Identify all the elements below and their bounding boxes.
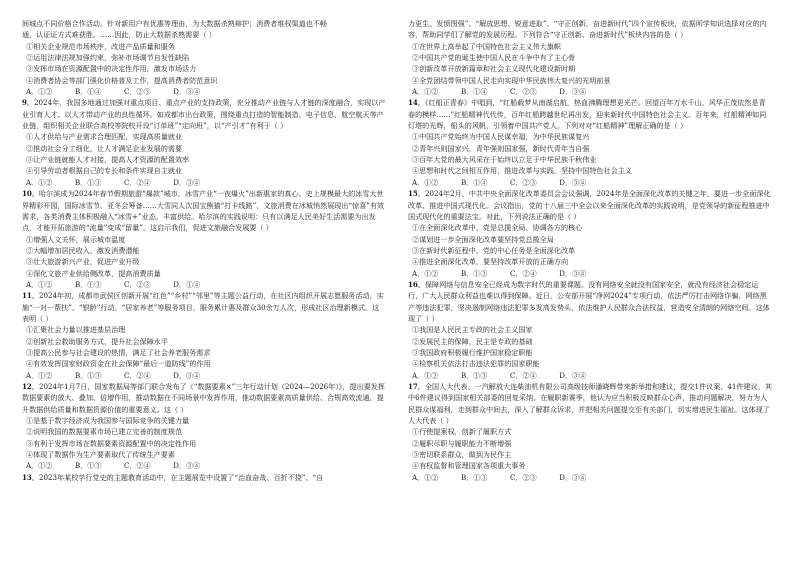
option: ②运用法律法规加强约束，弥补市场调节自发性缺陷 — [26, 53, 190, 63]
option: ③创新改革开放新篇章和社会主义现代化建设新时期 — [412, 64, 576, 74]
option: ①是基于数字经济成为我国参与国际竞争的关键力量 — [26, 416, 190, 426]
question-13-continuation — [408, 18, 772, 97]
question-text: 2023年某校学行党史的主题教育活动中，在主题展览中设置了“治血奋战、百折不挠”、“自 — [38, 472, 324, 482]
option: ①行使提案权，创新了履职方式 — [412, 427, 512, 437]
question-stem — [408, 381, 772, 426]
question-number: 16． — [408, 279, 425, 289]
option: ①在世界上高举起了中国特色社会主义伟大旗帜 — [412, 41, 561, 51]
question-stem — [408, 279, 772, 324]
option: ④引导劳动者根据自己的专长和条件实现自主就业 — [26, 166, 183, 176]
question-number: 10． — [22, 189, 39, 199]
answer-choices: A．①② B．①③ C．②③ D．③④ — [412, 472, 587, 482]
question-text: 2024年2月，中共中央全面深化改革委员会会议强调，2024年是全面深化改革的关键之年，要进一步全面深化改革、推进中国式现代化。会议指出，党的十八届三中全会以来全面深化改革的实践说明，是党领导的新征程推进中国式现代化的重要法宝。对此，下列说法正确的是（ ） — [408, 189, 771, 221]
answer-choices: A．①② B．①③ C．②④ D．③④ — [26, 177, 201, 187]
answer-choices: A．①② B．①③ C．②③ D．①④ — [26, 279, 201, 289]
question-text: 《红船正青春》中唱到，“红船载梦从南湖启航，热血沸腾理想更光芒。回望百年万水千山，风华正茂依然是青春的模样……”红船精神代代传，百年红船跨越世纪再出发，迎来新时代中国特色社会主义。百年来，红船精神如同灯塔的光辉，船头的风帆，引领着中国共产党人。下列对对“红船精神”理解正确的是（ ） — [408, 98, 767, 131]
option: ①人才供给与产业需求合理匹配，实现高质量就业 — [26, 132, 183, 142]
question-15 — [408, 188, 772, 279]
option: ②创新社会救助服务方式，提升社会保障水平 — [26, 336, 168, 346]
option: ②推动社会分工细化，让人才满足企业发展的需要 — [26, 143, 183, 153]
question-9 — [22, 97, 386, 188]
option: ②谋划进一步全面深化改革要坚持党总揽全局 — [412, 234, 554, 244]
question-stem — [22, 188, 386, 233]
option: ③壮大旅游新兴产业，促进产业升级 — [26, 257, 140, 267]
option: ④体现了数据作为生产要素取代了传统生产要素 — [26, 450, 175, 460]
option: ④消费者协会等部门强化价格普及工作，提高消费者防范意识 — [26, 75, 218, 85]
question-number: 9． — [22, 98, 35, 108]
option: ②中国共产党的诞生使中国人民在斗争中有了主心骨 — [412, 53, 576, 63]
question-number: 13． — [22, 472, 39, 482]
answer-choices: A．①② B．①③ C．②④ D．③④ — [26, 370, 201, 380]
question-14 — [408, 97, 772, 188]
option: ③发挥市场在资源配置中的决定性作用，激发市场活力 — [26, 64, 197, 74]
question-number: 17． — [408, 382, 425, 391]
question-10 — [22, 188, 386, 290]
question-stem — [22, 290, 386, 324]
option: ①相关企业规范市场秩序，改进产品质量和服务 — [26, 41, 175, 51]
question-stem — [408, 97, 772, 131]
stem-line: 力更生、发愤图强”、“解放思想、锐意进取”、“守正创新、奋进新时代”四个宣传板块，依据所学知识选择对应的内容，帮助同学们了解党的发展历程。下列符合“守正创新、奋进新时代”板块内容的是（ ） — [408, 19, 767, 40]
stem-line: 间城点不同价格合作活动。针对新用户有优惠等理由，为大数据杀熟辩护；消费者维权渠道也不畅 — [22, 19, 328, 28]
answer-choices: A．①② B．①④ C．②③ D．③④ — [412, 87, 587, 97]
answer-choices: A．①② B．①④ C．②③ D．③④ — [412, 177, 587, 187]
option: ③密切联系群众，做到为民作主 — [412, 450, 512, 460]
question-text: 2024年初，成都市武侯区创新开展“红色”“乡村”“邻里”等主题公益行动，在社区内组织开展志愿服务活动，实施“一对一帮扶”、“银龄”行动、“居家养老”等服务项目，服务累计惠及群众30余万人次，形成社区治理新模式。这表明（ ） — [22, 291, 384, 323]
question-number: 12． — [22, 382, 39, 391]
question-13 — [22, 472, 386, 483]
option: ①增强人文关怀，展示城市温度 — [26, 234, 126, 244]
option: ①汇聚社会力量以推进基层治理 — [26, 325, 126, 335]
option: ③让产业链就能人才对接，提高人才资源的配置效率 — [26, 155, 190, 165]
option: ①中国共产党始终为中国人民谋幸福，为中华民族谋复兴 — [412, 132, 590, 142]
option: ②说明我国的数据要素市场已建立完善的制度规范 — [26, 427, 183, 437]
question-stem — [408, 188, 772, 222]
question-text: 2024年1月7日，国家数据局等部门联合发布了《“数据要素×”三年行动计划（2024—2026年）》，提出要发挥数据要素的放大、叠加、倍增作用，推动数据在不同场景中发挥作用，推动数据要素高质量供给、合规高效流通，提升数据供给质量和数据资源价值的重要意义。这（ ） — [22, 382, 385, 414]
option: ④思想和时代之间相互作用，推进改革与实践，坚持中国特色社会主义 — [412, 166, 632, 176]
option: ③提高公民参与社会建设的热情，满足了社会养老服务需求 — [26, 347, 211, 357]
question-text: 哈尔滨成为2024年春节假期旅游“爆款”城市，冰雪产业“一夜爆火”出新惠家的真心。史上规模最大的冰雪大世界精彩开园，国际冰雪节、亚冬会筹备……大雪同人次国宝熊猫“打卡线路”，文旅消费在冰城悄然展现出“惊喜”有效需求，各类消费主体积极融入“冰雪+”业态，丰富供给。哈尔滨的实践说明：只有以满足人民美好生活需要为出发点，才能开拓旅游的“流量”变成“留量”。这启示我们，促进文旅融合发展要（ ） — [22, 189, 385, 233]
option: ④检察机关依法打击违法犯罪的国家职能 — [412, 359, 540, 369]
option: ①我国是人民民主专政的社会主义国家 — [412, 325, 533, 335]
option: ④有权监督和管理国家各项重大事务 — [412, 461, 526, 471]
question-11 — [22, 290, 386, 381]
option: ④有效发挥国家财政资金在社会保障“最后一道防线”的作用 — [26, 359, 211, 369]
option: ③有利于发挥市场在数据要素资源配置中的决定性作用 — [26, 438, 197, 448]
option: ①在全面深化改革中，党是总揽全局、协调各方的核心 — [412, 223, 583, 233]
right-column — [408, 18, 772, 554]
answer-choices: A．①② B．①③ C．②④ D．③④ — [412, 268, 587, 278]
option: ④推进全面深化改革，要坚持改革开放的正确方向 — [412, 257, 569, 267]
option: ④全党团结带领中国人民走向实现中华民族伟大复兴的光明前景 — [412, 75, 611, 85]
question-number: 11． — [22, 291, 39, 301]
option: ④深化文旅产业供给侧改革，提高消费质量 — [26, 268, 161, 278]
question-8-continuation — [22, 18, 386, 97]
question-stem — [22, 381, 386, 415]
option: ③在新时代新征程中，党的中心任务是全面深化改革 — [412, 245, 576, 255]
option: ③百年大党的最大风采在于始终以立足于中华民族千秋伟业 — [412, 155, 597, 165]
answer-choices: A．①② B．①④ C．②③ D．③④ — [26, 87, 201, 97]
option: ②履职尽职与履职能力不断增强 — [412, 438, 512, 448]
question-number: 14． — [408, 98, 425, 108]
question-text: 全国人大代表、一汽解放大连柴油机有限公司高级技师潘晓辉带来新举措和建议，提交1件议案、41件建议，其中6件建议得到国家相关部委的回复采纳。在履职新赛季，他认为应当积极反映群众心声，推动问题解决，努力为人民群众谋福利，走到群众中间去，深入了解群众诉求，并把相关问题提交至有关部门，切实增进民生福祉。这体现了人大代表（ ） — [408, 382, 772, 426]
question-12 — [22, 381, 386, 472]
question-text: 2024年，我国多地通过加强对重点项目、重点产业的支持政策，充分推动产业链与人才链的深度融合，实现以产业引育人才、以人才带动产业的良性循环。如成都市出台政策，围绕重点打造的智能制造、电子信息、航空航天等产业链，组织相关企业联合高校等院校开设“订单班”“定向班”，以“产引才”有利于（ ） — [22, 98, 386, 131]
option: ③我国政府积极履行维护国家稳定职能 — [412, 347, 533, 357]
question-stem — [22, 97, 386, 131]
question-text: 保障网络与信息安全已经成为数字时代的重要课题。没有网络安全就没有国家安全，就没有经济社会稳定运行，广大人民群众利益也难以得到保障。近日，公安部开展“净网2024”专项行动，依法严厉打击网络诈骗、网络黑产等违法犯罪，坚决遏制网络违法犯罪多发高发势头，依法维护人民群众合法权益，营造安全清朗的网络空间。这体现了（ ） — [408, 279, 770, 323]
answer-choices: A．①② B．①③ C．②④ D．③④ — [26, 461, 201, 471]
stem-line: 通，认证证方式难获胜。……因此，防止大数据杀熟需要（ ） — [22, 30, 216, 40]
option: ②大幅增加居民收入，激发消费潜能 — [26, 245, 140, 255]
option: ②发展民主的保障，民主是专政的基础 — [412, 336, 533, 346]
question-16 — [408, 279, 772, 381]
question-17 — [408, 381, 772, 483]
question-number: 15． — [408, 189, 425, 199]
left-column — [22, 18, 386, 554]
question-stem — [22, 472, 386, 483]
option: ②青年兴则国家兴，青年强则国家强，新时代青年当自强 — [412, 143, 590, 153]
answer-choices: A．①② B．①③ C．②④ D．③④ — [412, 370, 587, 380]
